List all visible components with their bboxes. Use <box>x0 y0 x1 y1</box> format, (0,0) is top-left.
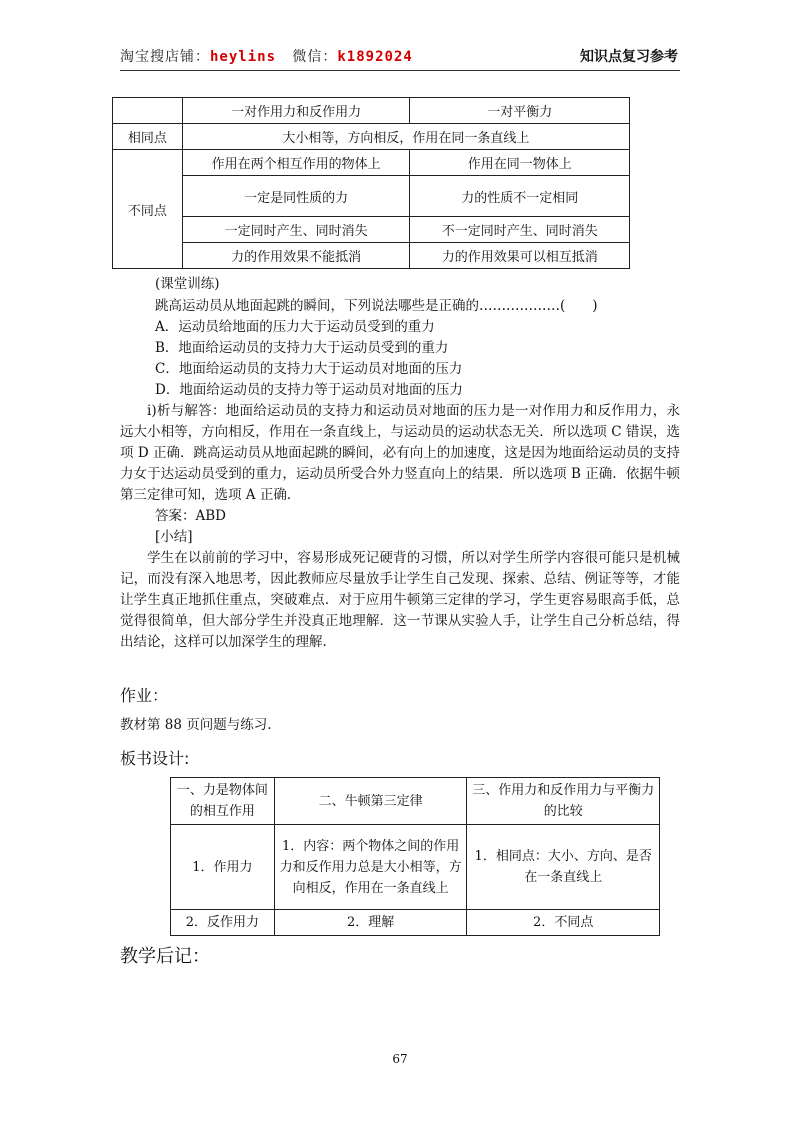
diff-cell-a: 力的作用效果不能抵消 <box>182 243 410 269</box>
col-header-action-reaction: 一对作用力和反作用力 <box>182 98 410 124</box>
table-row <box>113 150 630 176</box>
diff-cell-a: 一定是同性质的力 <box>182 176 410 217</box>
board-cell-action: 1．作用力 <box>171 825 275 910</box>
header-shop-info <box>120 46 413 66</box>
diff-label: 不同点 <box>113 150 183 269</box>
board-cell-reaction: 2．反作用力 <box>171 910 275 936</box>
board-cell-understand: 2．理解 <box>274 910 467 936</box>
diff-cell-b: 力的性质不一定相同 <box>410 176 630 217</box>
board-cell-content: 1．内容：两个物体之间的作用力和反作用力总是大小相等，方向相反，作用在一条直线上 <box>274 825 467 910</box>
summary-tag: [小结] <box>155 529 193 545</box>
table-row <box>113 217 630 243</box>
exercise-question: 跳高运动员从地面起跳的瞬间，下列说法哪些是正确的………………( ) <box>155 298 598 314</box>
table-row <box>113 176 630 217</box>
diff-cell-b: 作用在同一物体上 <box>410 150 630 176</box>
exercise-tag: (课堂训练) <box>155 276 220 292</box>
board-head-2: 二、牛顿第三定律 <box>274 778 467 825</box>
col-header-balance: 一对平衡力 <box>410 98 630 124</box>
shop-name: heylins <box>210 49 277 65</box>
option-b: B．地面给运动员的支持力大于运动员受到的重力 <box>155 340 449 356</box>
same-text: 大小相等，方向相反，作用在同一条直线上 <box>182 124 629 150</box>
option-c: C．地面给运动员的支持力大于运动员对地面的压力 <box>155 361 463 377</box>
wechat-id: k1892024 <box>337 49 413 65</box>
same-label: 相同点 <box>113 124 183 150</box>
postscript-heading: 教学后记： <box>120 946 210 967</box>
diff-cell-a: 一定同时产生、同时消失 <box>182 217 410 243</box>
header-title: 知识点复习参考 <box>580 49 678 65</box>
board-cell-same: 1．相同点：大小、方向、是否在一条直线上 <box>467 825 660 910</box>
diff-cell-a: 作用在两个相互作用的物体上 <box>182 150 410 176</box>
page-number: 67 <box>392 1052 408 1066</box>
option-d: D．地面给运动员的支持力等于运动员对地面的压力 <box>155 382 463 398</box>
answer-text: 答案：ABD <box>155 508 226 524</box>
table-row <box>171 825 660 910</box>
board-cell-diff: 2．不同点 <box>467 910 660 936</box>
table-row <box>113 243 630 269</box>
board-design-table <box>170 777 660 936</box>
wechat-prefix: 微信： <box>292 49 338 65</box>
table-row <box>171 910 660 936</box>
table-corner-cell <box>113 98 183 124</box>
analysis-paragraph: i)析与解答：地面给运动员的支持力和运动员对地面的压力是一对作用力和反作用力，永远大小相等，方向相反，作用在一条直线上，与运动员的运动状态无关．所以选项 C 错误，选项 D 正确．跳高运动员从地面起跳的瞬间，必有向上的加速度，这是因为地面给运动员的支持力女于达运动员受到的重力，运动员所受合外力竖直向上的结果．所以选项 B 正确．依据牛顿第三定律可知，选项 A 正确． <box>120 403 680 503</box>
table-header-row <box>113 98 630 124</box>
comparison-table <box>112 97 630 269</box>
page-header <box>120 44 680 71</box>
board-head-3: 三、作用力和反作用力与平衡力的比较 <box>467 778 660 825</box>
board-header-row <box>171 778 660 825</box>
summary-paragraph: 学生在以前前的学习中，容易形成死记硬背的习惯，所以对学生所学内容很可能只是机械记，而没有深入地思考，因此教师应尽量放手让学生自己发现、探索、总结、例证等等，才能让学生真正地抓住重点，突破难点．对于应用牛顿第三定律的学习，学生更容易眼高手低，总觉得很简单，但大部分学生并没真正地理解．这一节课从实验人手，让学生自己分析总结，得出结论，这样可以加深学生的理解. <box>120 550 680 650</box>
shop-prefix: 淘宝搜店铺： <box>120 49 210 65</box>
board-heading: 板书设计: <box>120 749 190 768</box>
table-row-same <box>113 124 630 150</box>
diff-cell-b: 不一定同时产生、同时消失 <box>410 217 630 243</box>
homework-text: 教材第 88 页问题与练习. <box>120 717 272 733</box>
diff-cell-b: 力的作用效果可以相互抵消 <box>410 243 630 269</box>
homework-heading: 作业： <box>120 686 169 705</box>
option-a: A．运动员给地面的压力大于运动员受到的重力 <box>155 319 435 335</box>
board-head-1: 一、力是物体间的相互作用 <box>171 778 275 825</box>
